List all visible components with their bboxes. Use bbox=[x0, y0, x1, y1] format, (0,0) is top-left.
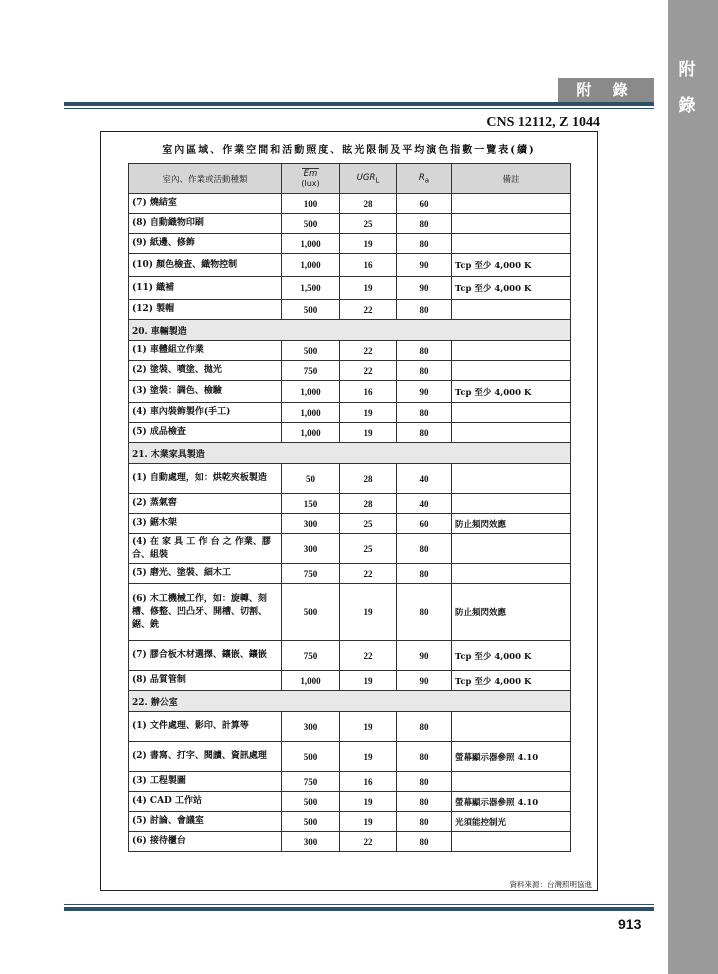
category-label: 20. 車輛製造 bbox=[129, 320, 571, 341]
ugr-cell: 19 bbox=[340, 277, 397, 300]
ra-cell: 80 bbox=[397, 564, 452, 584]
category-row bbox=[129, 443, 571, 464]
em-cell: 1,000 bbox=[282, 234, 340, 254]
activity-cell: (5) 討論、會議室 bbox=[129, 812, 282, 832]
em-cell: 300 bbox=[282, 712, 340, 742]
ra-cell: 90 bbox=[397, 671, 452, 691]
note-cell bbox=[452, 423, 571, 443]
note-cell bbox=[452, 564, 571, 584]
header-ra-main: R bbox=[418, 172, 425, 183]
ra-cell: 80 bbox=[397, 812, 452, 832]
table-row bbox=[129, 772, 571, 792]
category-label: 22. 辦公室 bbox=[129, 691, 571, 712]
em-cell: 750 bbox=[282, 361, 340, 381]
em-cell: 100 bbox=[282, 194, 340, 214]
ra-cell: 80 bbox=[397, 534, 452, 564]
table-row bbox=[129, 514, 571, 534]
em-cell: 1,000 bbox=[282, 423, 340, 443]
ugr-cell: 19 bbox=[340, 712, 397, 742]
em-cell: 150 bbox=[282, 494, 340, 514]
note-cell: 螢幕顯示器參照 4.10 bbox=[452, 742, 571, 772]
ugr-cell: 22 bbox=[340, 564, 397, 584]
activity-cell: (1) 自動處理，如：烘乾夾板製造 bbox=[129, 464, 282, 494]
note-cell bbox=[452, 300, 571, 320]
activity-cell: (10) 顏色檢查、織物控制 bbox=[129, 254, 282, 277]
em-cell: 500 bbox=[282, 584, 340, 641]
em-cell: 300 bbox=[282, 514, 340, 534]
table-row bbox=[129, 742, 571, 772]
ugr-cell: 28 bbox=[340, 194, 397, 214]
category-row bbox=[129, 320, 571, 341]
header-rule-thick bbox=[64, 102, 654, 106]
ra-cell: 80 bbox=[397, 792, 452, 812]
table-row bbox=[129, 194, 571, 214]
note-cell bbox=[452, 464, 571, 494]
header-ra-sub: a bbox=[424, 175, 430, 185]
ra-cell: 80 bbox=[397, 772, 452, 792]
em-cell: 500 bbox=[282, 300, 340, 320]
em-cell: 500 bbox=[282, 812, 340, 832]
ra-cell: 80 bbox=[397, 712, 452, 742]
note-cell bbox=[452, 341, 571, 361]
note-cell bbox=[452, 214, 571, 234]
note-cell bbox=[452, 712, 571, 742]
ugr-cell: 19 bbox=[340, 671, 397, 691]
activity-cell: (12) 製帽 bbox=[129, 300, 282, 320]
table-row bbox=[129, 381, 571, 403]
table-body bbox=[129, 194, 571, 852]
activity-cell: (2) 蒸氣窖 bbox=[129, 494, 282, 514]
ra-cell: 60 bbox=[397, 194, 452, 214]
note-cell bbox=[452, 234, 571, 254]
ugr-cell: 19 bbox=[340, 403, 397, 423]
ra-cell: 80 bbox=[397, 742, 452, 772]
header-ugr-sub: L bbox=[375, 175, 380, 185]
em-cell: 1,000 bbox=[282, 381, 340, 403]
ra-cell: 90 bbox=[397, 254, 452, 277]
ugr-cell: 19 bbox=[340, 742, 397, 772]
table-row bbox=[129, 494, 571, 514]
ra-cell: 60 bbox=[397, 514, 452, 534]
ra-cell: 90 bbox=[397, 277, 452, 300]
standard-code: CNS 12112, Z 1044 bbox=[486, 115, 600, 130]
appendix-tag: 附 錄 bbox=[558, 78, 654, 102]
activity-cell: (7) 燒結室 bbox=[129, 194, 282, 214]
side-tab bbox=[668, 0, 718, 974]
note-cell: 防止頻閃效應 bbox=[452, 514, 571, 534]
ra-cell: 90 bbox=[397, 641, 452, 671]
activity-cell: (3) 鋸木架 bbox=[129, 514, 282, 534]
ugr-cell: 19 bbox=[340, 423, 397, 443]
ugr-cell: 16 bbox=[340, 381, 397, 403]
em-cell: 500 bbox=[282, 792, 340, 812]
activity-cell: (2) 塗裝、噴塗、拋光 bbox=[129, 361, 282, 381]
header-rule-thin bbox=[64, 108, 654, 109]
category-label: 21. 木業家具製造 bbox=[129, 443, 571, 464]
ra-cell: 90 bbox=[397, 381, 452, 403]
em-cell: 500 bbox=[282, 742, 340, 772]
table-row bbox=[129, 584, 571, 641]
activity-cell: (1) 車體組立作業 bbox=[129, 341, 282, 361]
header-note: 備註 bbox=[452, 164, 571, 194]
table-row bbox=[129, 254, 571, 277]
ugr-cell: 19 bbox=[340, 584, 397, 641]
table-row bbox=[129, 812, 571, 832]
table-row bbox=[129, 641, 571, 671]
note-cell bbox=[452, 772, 571, 792]
table-row bbox=[129, 832, 571, 852]
em-cell: 1,000 bbox=[282, 403, 340, 423]
header-em-symbol: Em bbox=[303, 169, 318, 179]
table-header-row bbox=[129, 164, 571, 194]
note-cell: Tcp 至少 4,000 K bbox=[452, 671, 571, 691]
activity-cell: (7) 膠合板木材選擇、鑲嵌、鑲嵌 bbox=[129, 641, 282, 671]
note-cell bbox=[452, 534, 571, 564]
table-row bbox=[129, 534, 571, 564]
ugr-cell: 16 bbox=[340, 772, 397, 792]
em-cell: 1,000 bbox=[282, 671, 340, 691]
header-ra bbox=[397, 164, 452, 194]
ugr-cell: 19 bbox=[340, 812, 397, 832]
note-cell bbox=[452, 361, 571, 381]
table-row bbox=[129, 564, 571, 584]
ra-cell: 80 bbox=[397, 423, 452, 443]
ugr-cell: 19 bbox=[340, 792, 397, 812]
ugr-cell: 28 bbox=[340, 494, 397, 514]
table-row bbox=[129, 341, 571, 361]
activity-cell: (1) 文件處理、影印、計算等 bbox=[129, 712, 282, 742]
ra-cell: 40 bbox=[397, 494, 452, 514]
ugr-cell: 19 bbox=[340, 234, 397, 254]
table-row bbox=[129, 234, 571, 254]
footer-rule-thick bbox=[64, 907, 654, 911]
ra-cell: 80 bbox=[397, 214, 452, 234]
page-number: 913 bbox=[618, 916, 642, 932]
activity-cell: (3) 工程製圖 bbox=[129, 772, 282, 792]
activity-cell: (4) CAD 工作站 bbox=[129, 792, 282, 812]
category-row bbox=[129, 691, 571, 712]
ugr-cell: 25 bbox=[340, 514, 397, 534]
em-cell: 300 bbox=[282, 832, 340, 852]
ugr-cell: 22 bbox=[340, 641, 397, 671]
note-cell bbox=[452, 832, 571, 852]
note-cell bbox=[452, 194, 571, 214]
note-cell: Tcp 至少 4,000 K bbox=[452, 277, 571, 300]
activity-cell: (2) 書寫、打字、閱讀、資訊處理 bbox=[129, 742, 282, 772]
activity-cell: (8) 品質管制 bbox=[129, 671, 282, 691]
ugr-cell: 25 bbox=[340, 214, 397, 234]
side-tab-label: 附錄 bbox=[678, 60, 696, 116]
ugr-cell: 16 bbox=[340, 254, 397, 277]
ugr-cell: 22 bbox=[340, 341, 397, 361]
activity-cell: (11) 織補 bbox=[129, 277, 282, 300]
note-cell: Tcp 至少 4,000 K bbox=[452, 381, 571, 403]
ra-cell: 80 bbox=[397, 361, 452, 381]
table-row bbox=[129, 464, 571, 494]
note-cell: Tcp 至少 4,000 K bbox=[452, 254, 571, 277]
ra-cell: 40 bbox=[397, 464, 452, 494]
note-cell: Tcp 至少 4,000 K bbox=[452, 641, 571, 671]
header-activity: 室內、作業或活動種類 bbox=[129, 164, 282, 194]
note-cell: 光須能控制光 bbox=[452, 812, 571, 832]
table-title: 室內區域、作業空間和活動照度、眩光限制及平均演色指數一覽表(續) bbox=[162, 145, 536, 156]
table-row bbox=[129, 277, 571, 300]
footer-rule-thin bbox=[64, 904, 654, 905]
ugr-cell: 28 bbox=[340, 464, 397, 494]
ra-cell: 80 bbox=[397, 832, 452, 852]
note-cell bbox=[452, 403, 571, 423]
table-row bbox=[129, 792, 571, 812]
em-cell: 750 bbox=[282, 564, 340, 584]
em-cell: 750 bbox=[282, 641, 340, 671]
table-row bbox=[129, 403, 571, 423]
table-row bbox=[129, 214, 571, 234]
activity-cell: (5) 成品檢查 bbox=[129, 423, 282, 443]
em-cell: 50 bbox=[282, 464, 340, 494]
activity-cell: (5) 磨光、塗裝、細木工 bbox=[129, 564, 282, 584]
note-cell: 螢幕顯示器參照 4.10 bbox=[452, 792, 571, 812]
activity-cell: (8) 自動織物印刷 bbox=[129, 214, 282, 234]
ra-cell: 80 bbox=[397, 584, 452, 641]
activity-cell: (4) 車內裝飾製作(手工) bbox=[129, 403, 282, 423]
header-em-unit: (lux) bbox=[301, 179, 320, 188]
ra-cell: 80 bbox=[397, 300, 452, 320]
ugr-cell: 22 bbox=[340, 361, 397, 381]
table-row bbox=[129, 423, 571, 443]
activity-cell: (4) 在 家 具 工 作 台 之 作業、膠合、組裝 bbox=[129, 534, 282, 564]
header-em bbox=[282, 164, 340, 194]
ugr-cell: 22 bbox=[340, 832, 397, 852]
em-cell: 1,000 bbox=[282, 254, 340, 277]
ugr-cell: 22 bbox=[340, 300, 397, 320]
illuminance-table bbox=[128, 163, 571, 852]
activity-cell: (6) 木工機械工作，如：旋轉、刻槽、修整、凹凸牙、開槽、切割、鋸、銑 bbox=[129, 584, 282, 641]
table-row bbox=[129, 361, 571, 381]
table-row bbox=[129, 671, 571, 691]
table-row bbox=[129, 300, 571, 320]
header-ugr bbox=[340, 164, 397, 194]
activity-cell: (9) 紙邊、修飾 bbox=[129, 234, 282, 254]
activity-cell: (6) 接待櫃台 bbox=[129, 832, 282, 852]
source-note: 資料來源：台灣照明協進 bbox=[509, 880, 592, 889]
em-cell: 300 bbox=[282, 534, 340, 564]
table-row bbox=[129, 712, 571, 742]
em-cell: 500 bbox=[282, 214, 340, 234]
ra-cell: 80 bbox=[397, 234, 452, 254]
activity-cell: (3) 塗裝：調色、檢驗 bbox=[129, 381, 282, 403]
em-cell: 500 bbox=[282, 341, 340, 361]
ra-cell: 80 bbox=[397, 403, 452, 423]
ugr-cell: 25 bbox=[340, 534, 397, 564]
em-cell: 750 bbox=[282, 772, 340, 792]
note-cell: 防止頻閃效應 bbox=[452, 584, 571, 641]
note-cell bbox=[452, 494, 571, 514]
em-cell: 1,500 bbox=[282, 277, 340, 300]
ra-cell: 80 bbox=[397, 341, 452, 361]
header-ugr-main: UGR bbox=[356, 172, 376, 183]
